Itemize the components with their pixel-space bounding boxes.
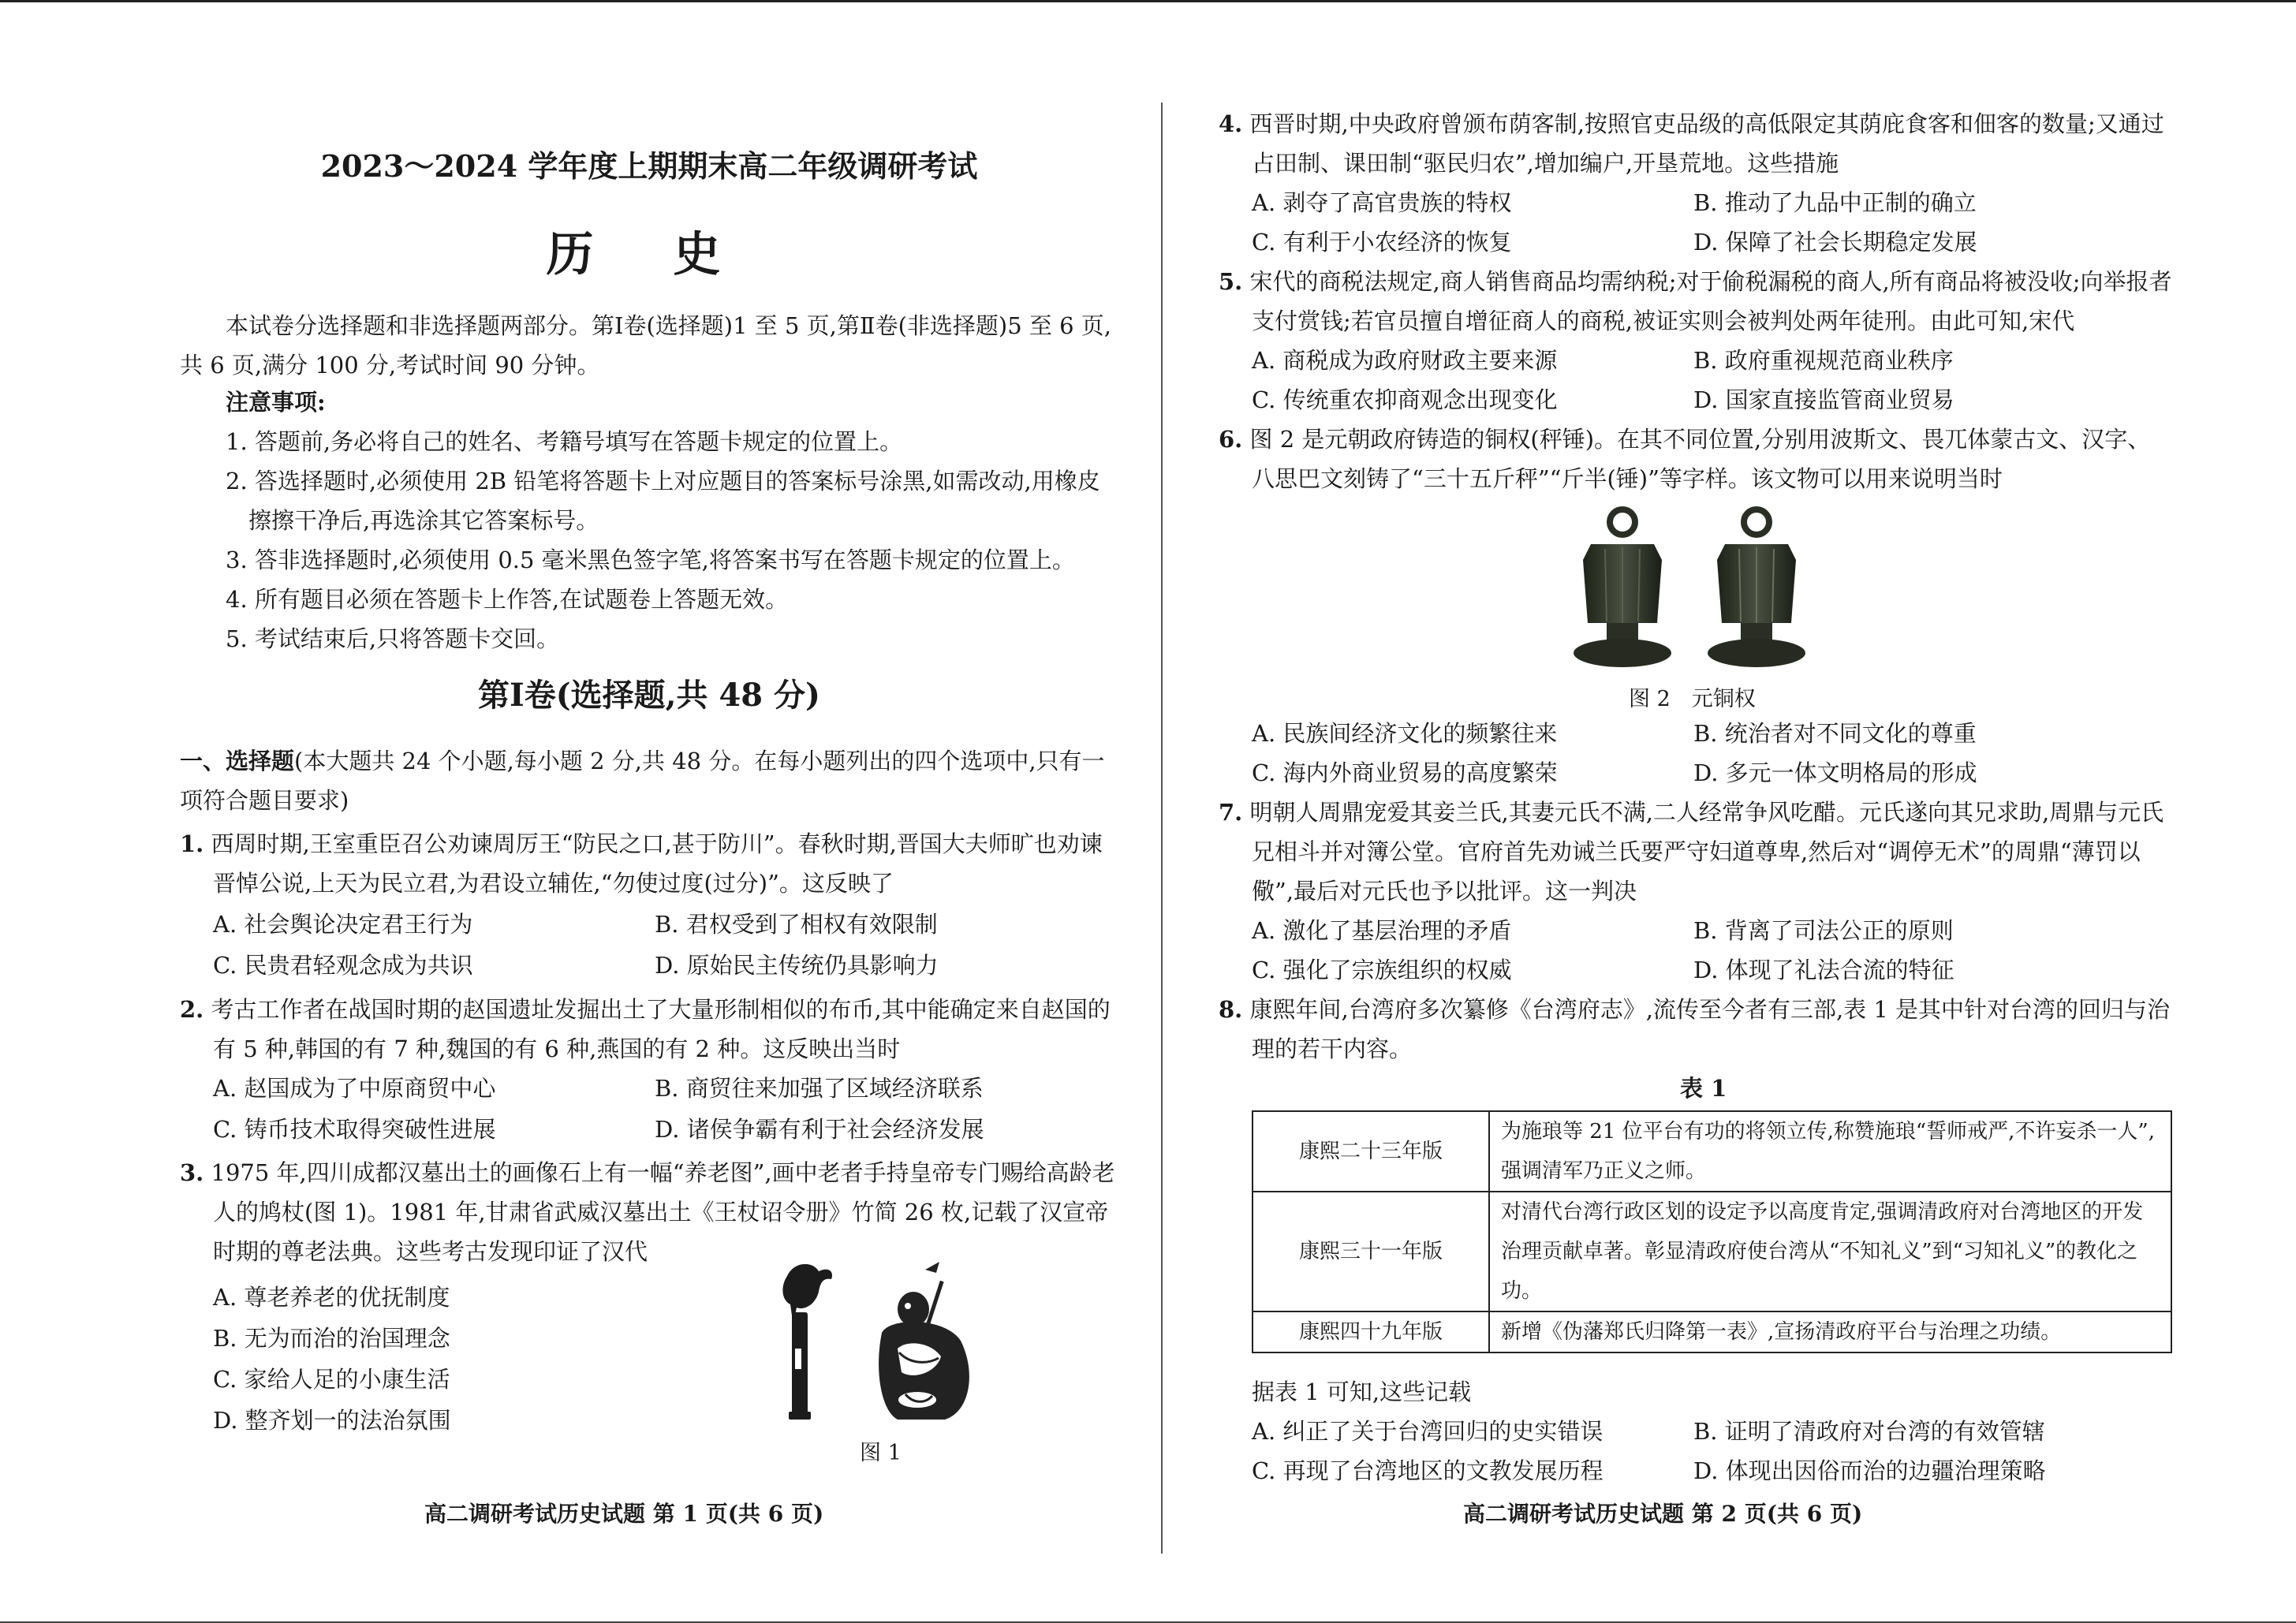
option-c: C. 铸币技术取得突破性进展 xyxy=(213,1116,496,1143)
option-a: A. 社会舆论决定君王行为 xyxy=(213,911,473,938)
table-cell-version: 康熙三十一年版 xyxy=(1253,1192,1489,1311)
option-b: B. 政府重视规范商业秩序 xyxy=(1693,347,1954,374)
table-cell-version: 康熙四十九年版 xyxy=(1253,1311,1489,1352)
option-c: C. 有利于小农经济的恢复 xyxy=(1252,229,1512,256)
option-a: A. 商税成为政府财政主要来源 xyxy=(1252,347,1558,374)
figure-1-caption: 图 1 xyxy=(860,1441,902,1465)
question-number: 1. xyxy=(180,830,204,857)
page-divider xyxy=(1161,103,1163,1554)
question-stem: 西晋时期,中央政府曾颁布荫客制,按照官吏品级的高低限定其荫庇食客和佃客的数量;又通过占田制、课田制“驱民归农”,增加编户,开垦荒地。这些措施 xyxy=(1249,110,2164,177)
note-item: 1. 答题前,务必将自己的姓名、考籍号填写在答题卡规定的位置上。 xyxy=(226,428,903,455)
question-6 xyxy=(1219,420,2173,498)
weight-right xyxy=(1708,509,1805,667)
table-1-caption: 表 1 xyxy=(1680,1075,1727,1102)
question-5 xyxy=(1219,262,2173,341)
notes-title: 注意事项: xyxy=(226,389,326,416)
option-b: B. 商贸往来加强了区域经济联系 xyxy=(655,1075,984,1102)
table-cell-content: 为施琅等 21 位平台有功的将领立传,称赞施琅“誓师戒严,不许妄杀一人”,强调清军乃正义之师。 xyxy=(1489,1111,2171,1192)
question-4 xyxy=(1219,104,2173,183)
table-row xyxy=(1253,1111,2171,1192)
option-b: B. 无为而治的治国理念 xyxy=(213,1325,450,1352)
option-a: A. 民族间经济文化的频繁往来 xyxy=(1252,720,1558,747)
option-b: B. 君权受到了相权有效限制 xyxy=(655,911,938,938)
option-d: D. 原始民主传统仍具影响力 xyxy=(655,952,939,979)
option-b: B. 推动了九品中正制的确立 xyxy=(1693,189,1977,216)
option-d: D. 国家直接监管商业贸易 xyxy=(1693,386,1954,413)
note-item: 5. 考试结束后,只将答题卡交回。 xyxy=(226,625,560,652)
part-text: (本大题共 24 个小题,每小题 2 分,共 48 分。在每小题列出的四个选项中,只有一项符合题目要求) xyxy=(180,748,1105,814)
table-cell-version: 康熙二十三年版 xyxy=(1253,1111,1489,1192)
option-d: D. 整齐划一的法治氛围 xyxy=(213,1407,451,1434)
option-d: D. 保障了社会长期稳定发展 xyxy=(1693,229,1977,256)
option-c: C. 再现了台湾地区的文教发展历程 xyxy=(1252,1457,1603,1484)
note-item: 3. 答非选择题时,必须使用 0.5 毫米黑色签字笔,将答案书写在答题卡规定的位置上。 xyxy=(226,547,1075,573)
option-d: D. 诸侯争霸有利于社会经济发展 xyxy=(655,1116,984,1143)
question-stem: 考古工作者在战国时期的赵国遗址发掘出土了大量形制相似的布币,其中能确定来自赵国的有 5 种,韩国的有 7 种,魏国的有 6 种,燕国的有 2 种。这反映出当时 xyxy=(211,996,1111,1062)
table-row xyxy=(1253,1192,2171,1311)
option-a: A. 尊老养老的优抚制度 xyxy=(213,1284,450,1311)
figure-1-dove-staff-image xyxy=(763,1254,992,1427)
table-followup-text: 据表 1 可知,这些记载 xyxy=(1252,1379,1472,1405)
option-a: A. 剥夺了高官贵族的特权 xyxy=(1252,189,1512,216)
question-stem: 康熙年间,台湾府多次纂修《台湾府志》,流传至今者有三部,表 1 是其中针对台湾的回归与治理的若干内容。 xyxy=(1249,996,2171,1062)
note-item: 4. 所有题目必须在答题卡上作答,在试题卷上答题无效。 xyxy=(226,586,789,613)
table-cell-content: 对清代台湾行政区划的设定予以高度肯定,强调清政府对台湾地区的开发治理贡献卓著。彰显清政府使台湾从“不知礼义”到“习知礼义”的教化之功。 xyxy=(1489,1192,2171,1311)
question-number: 3. xyxy=(180,1159,204,1186)
part-label: 一、选择题 xyxy=(180,748,295,774)
question-7 xyxy=(1219,793,2173,911)
option-a: A. 激化了基层治理的矛盾 xyxy=(1252,917,1512,944)
option-c: C. 传统重农抑商观念出现变化 xyxy=(1252,386,1558,413)
figure-2-caption: 图 2 元铜权 xyxy=(1629,687,1756,711)
table-row xyxy=(1253,1311,2171,1352)
page-footer: 高二调研考试历史试题 第 1 页(共 6 页) xyxy=(424,1501,824,1527)
option-b: B. 背离了司法公正的原则 xyxy=(1693,917,1954,944)
option-c: C. 海内外商业贸易的高度繁荣 xyxy=(1252,759,1558,786)
question-1 xyxy=(180,824,1118,903)
subject-title: 历 史 xyxy=(546,227,752,282)
question-number: 5. xyxy=(1219,268,1243,295)
option-a: A. 赵国成为了中原商贸中心 xyxy=(213,1075,496,1102)
question-stem: 图 2 是元朝政府铸造的铜权(秤锤)。在其不同位置,分别用波斯文、畏兀体蒙古文、汉字、八思巴文刻铸了“三十五斤秤”“斤半(锤)”等字样。该文物可以用来说明当时 xyxy=(1249,426,2151,492)
weight-left xyxy=(1574,509,1671,667)
question-8 xyxy=(1219,990,2173,1069)
question-stem: 明朝人周鼎宠爱其妾兰氏,其妻元氏不满,二人经常争风吃醋。元氏遂向其兄求助,周鼎与元氏兄相斗并对簿公堂。官府首先劝诫兰氏要严守妇道尊卑,然后对“调停无术”的周鼎“薄罚以儆”,最后对元氏也予以批评。这一判决 xyxy=(1249,799,2164,905)
question-number: 2. xyxy=(180,996,204,1023)
figure-2-bronze-weights-image xyxy=(1558,505,1826,674)
question-stem: 宋代的商税法规定,商人销售商品均需纳税;对于偷税漏税的商人,所有商品将被没收;向举报者支付赏钱;若官员擅自增征商人的商税,被证实则会被判处两年徒刑。由此可知,宋代 xyxy=(1249,268,2172,334)
exam-title: 2023～2024 学年度上期期末高二年级调研考试 xyxy=(320,148,978,184)
question-number: 7. xyxy=(1219,799,1243,826)
option-c: C. 强化了宗族组织的权威 xyxy=(1252,957,1512,983)
page-footer: 高二调研考试历史试题 第 2 页(共 6 页) xyxy=(1463,1501,1863,1527)
question-stem: 西周时期,王室重臣召公劝谏周厉王“防民之口,甚于防川”。春秋时期,晋国大夫师旷也劝谏晋悼公说,上天为民立君,为君设立辅佐,“勿使过度(过分)”。这反映了 xyxy=(211,830,1103,897)
part-instructions xyxy=(180,741,1118,820)
section-title: 第Ⅰ卷(选择题,共 48 分) xyxy=(477,677,820,714)
intro-paragraph: 本试卷分选择题和非选择题两部分。第Ⅰ卷(选择题)1 至 5 页,第Ⅱ卷(非选择题)5 至 6 页,共 6 页,满分 100 分,考试时间 90 分钟。 xyxy=(180,312,1111,379)
option-b: B. 证明了清政府对台湾的有效管辖 xyxy=(1693,1418,2045,1445)
note-item: 2. 答选择题时,必须使用 2B 铅笔将答题卡上对应题目的答案标号涂黑,如需改动,用橡皮擦擦干净后,再选涂其它答案标号。 xyxy=(226,468,1100,534)
table-cell-content: 新增《伪藩郑氏归降第一表》,宣扬清政府平台与治理之功绩。 xyxy=(1489,1311,2171,1352)
option-d: D. 体现出因俗而治的边疆治理策略 xyxy=(1693,1457,2046,1484)
option-a: A. 纠正了关于台湾回归的史实错误 xyxy=(1252,1418,1603,1445)
option-d: D. 多元一体文明格局的形成 xyxy=(1693,759,1977,786)
top-border-line xyxy=(0,0,2296,2)
option-c: C. 家给人足的小康生活 xyxy=(213,1366,450,1393)
table-1 xyxy=(1252,1110,2172,1353)
question-number: 4. xyxy=(1219,110,1243,137)
question-number: 6. xyxy=(1219,426,1243,453)
option-b: B. 统治者对不同文化的尊重 xyxy=(1693,720,1977,747)
question-stem: 1975 年,四川成都汉墓出土的画像石上有一幅“养老图”,画中老者手持皇帝专门赐给高龄老人的鸠杖(图 1)。1981 年,甘肃省武威汉墓出土《王杖诏令册》竹简 26 枚,记载了汉宣帝时期的尊老法典。这些考古发现印证了汉代 xyxy=(211,1159,1115,1265)
question-number: 8. xyxy=(1219,996,1243,1023)
notes-block xyxy=(226,382,1118,659)
option-d: D. 体现了礼法合流的特征 xyxy=(1693,957,1954,983)
option-c: C. 民贵君轻观念成为共识 xyxy=(213,952,473,979)
question-2 xyxy=(180,990,1118,1069)
